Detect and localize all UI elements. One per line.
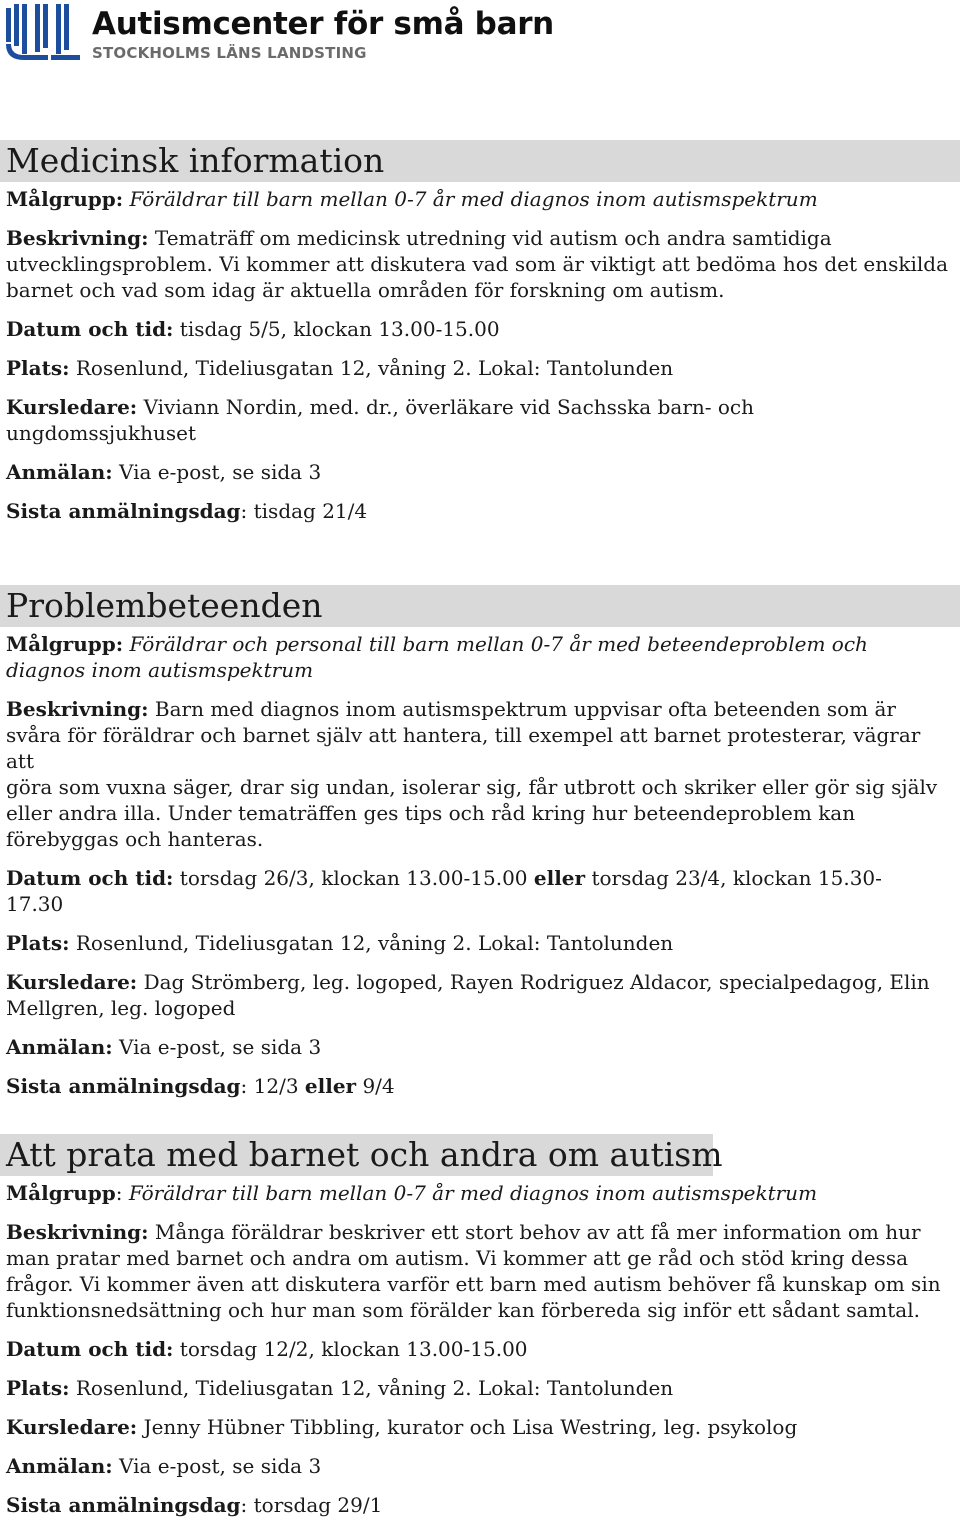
beskrivning-label: Beskrivning: [6,697,149,721]
anmalan-label: Anmälan: [6,1035,113,1059]
anmalan-text: Via e-post, se sida 3 [119,1035,322,1059]
kursledare-text: Dag Strömberg, leg. logoped, Rayen Rodriguez Aldacor, specialpedagog, Elin Mellgren, leg. logoped [6,970,930,1020]
kursledare-row [0,394,960,446]
plats-row [0,1375,960,1401]
anmalan-text: Via e-post, se sida 3 [119,1454,322,1478]
kursledare-text: Jenny Hübner Tibbling, kurator och Lisa Westring, leg. psykolog [143,1415,798,1439]
course-section-medicinsk [0,140,960,524]
sista-text: : tisdag 21/4 [240,499,368,523]
sista-row [0,498,960,524]
malgrupp-text: Föräldrar till barn mellan 0-7 år med diagnos inom autismspektrum [128,1181,818,1205]
plats-label: Plats: [6,1376,70,1400]
plats-label: Plats: [6,356,70,380]
sista-label: Sista anmälningsdag [6,1074,241,1098]
plats-text: Rosenlund, Tideliusgatan 12, våning 2. Lokal: Tantolunden [75,1376,674,1400]
malgrupp-label: Målgrupp: [6,187,124,211]
datum-text: tisdag 5/5, klockan 13.00-15.00 [179,317,500,341]
plats-text: Rosenlund, Tideliusgatan 12, våning 2. Lokal: Tantolunden [75,931,674,955]
datum-text-1: torsdag 26/3, klockan 13.00-15.00 [179,866,528,890]
logo-subtitle: STOCKHOLMS LÄNS LANDSTING [92,44,367,62]
datum-text-2: torsdag 23/4, klockan 15.30- 17.30 [6,866,882,916]
malgrupp-text: Föräldrar till barn mellan 0-7 år med diagnos inom autismspektrum [129,187,818,211]
kursledare-row [0,969,960,1021]
malgrupp-label: Målgrupp [6,1181,116,1205]
kursledare-text: Viviann Nordin, med. dr., överläkare vid Sachsska barn- och ungdomssjukhuset [6,395,754,445]
sista-or: eller [304,1074,357,1098]
kursledare-label: Kursledare: [6,395,138,419]
course-section-att-prata [0,1134,960,1518]
kursledare-label: Kursledare: [6,970,138,994]
beskrivning-text: Tematräff om medicinsk utredning vid autism och andra samtidiga utvecklingsproblem. Vi kommer att diskutera vad som är viktigt att bedöma hos det enskilda barnet och vad som idag är aktuella områden för forskning om autism. [6,226,949,302]
kursledare-row [0,1414,960,1440]
sista-label: Sista anmälningsdag [6,499,241,523]
sista-text: : torsdag 29/1 [240,1493,383,1517]
malgrupp-row: Målgrupp: Föräldrar till barn mellan 0-7 år med diagnos inom autismspektrum [6,1181,818,1205]
kursledare-label: Kursledare: [6,1415,138,1439]
anmalan-text: Via e-post, se sida 3 [119,460,322,484]
anmalan-row [0,1034,960,1060]
section-title: Att prata med barnet och andra om autism [0,1134,713,1176]
beskrivning-text: Barn med diagnos inom autismspektrum uppvisar ofta beteenden som är svåra för föräldrar och barnet själv att hantera, till exempel att barnet protesterar, vägrar att göra som vuxna säger, drar sig undan, isolerar sig, får utbrott och skriker eller gör sig själv eller andra illa. Under tematräffen ges tips och råd kring hur beteendeproblem kan förebyggas och hanteras. [6,697,938,851]
datum-label: Datum och tid: [6,317,174,341]
beskrivning-label: Beskrivning: [6,226,149,250]
sista-text-2: 9/4 [362,1074,395,1098]
anmalan-row [0,459,960,485]
logo-title: Autismcenter för små barn [92,6,554,42]
beskrivning-row [0,696,960,852]
section-title: Medicinsk information [0,140,960,182]
anmalan-row [0,1453,960,1479]
sista-text-1: : 12/3 [240,1074,299,1098]
beskrivning-row [0,1219,960,1323]
plats-row [0,355,960,381]
beskrivning-text: Många föräldrar beskriver ett stort behov av att få mer information om hur man pratar med barnet och andra om autism. Vi kommer att ge råd och stöd kring dessa frågor. Vi kommer även att diskutera varför ett barn med autism behöver få kunskap om sin funktionsnedsättning och hur man som förälder kan förbereda sig inför ett sådant samtal. [6,1220,941,1322]
datum-row [0,1336,960,1362]
plats-row [0,930,960,956]
malgrupp-text: Föräldrar och personal till barn mellan 0-7 år med beteendeproblem och diagnos inom autismspektrum [6,632,868,682]
datum-text: torsdag 12/2, klockan 13.00-15.00 [179,1337,528,1361]
datum-or: eller [533,866,586,890]
datum-row [0,865,960,917]
section-title: Problembeteenden [0,585,960,627]
course-section-problembeteenden [0,585,960,1099]
datum-row [0,316,960,342]
malgrupp-label: Målgrupp: [6,632,124,656]
beskrivning-label: Beskrivning: [6,1220,149,1244]
anmalan-label: Anmälan: [6,1454,113,1478]
sista-label: Sista anmälningsdag [6,1493,241,1517]
datum-label: Datum och tid: [6,866,174,890]
beskrivning-row [0,225,960,303]
malgrupp-row [0,631,960,683]
malgrupp-row [0,186,960,212]
plats-text: Rosenlund, Tideliusgatan 12, våning 2. Lokal: Tantolunden [75,356,674,380]
organization-logo [4,2,554,64]
anmalan-label: Anmälan: [6,460,113,484]
sista-row [0,1492,960,1518]
plats-label: Plats: [6,931,70,955]
sista-row [0,1073,960,1099]
datum-label: Datum och tid: [6,1337,174,1361]
jll-logo-mark-icon [4,4,82,62]
